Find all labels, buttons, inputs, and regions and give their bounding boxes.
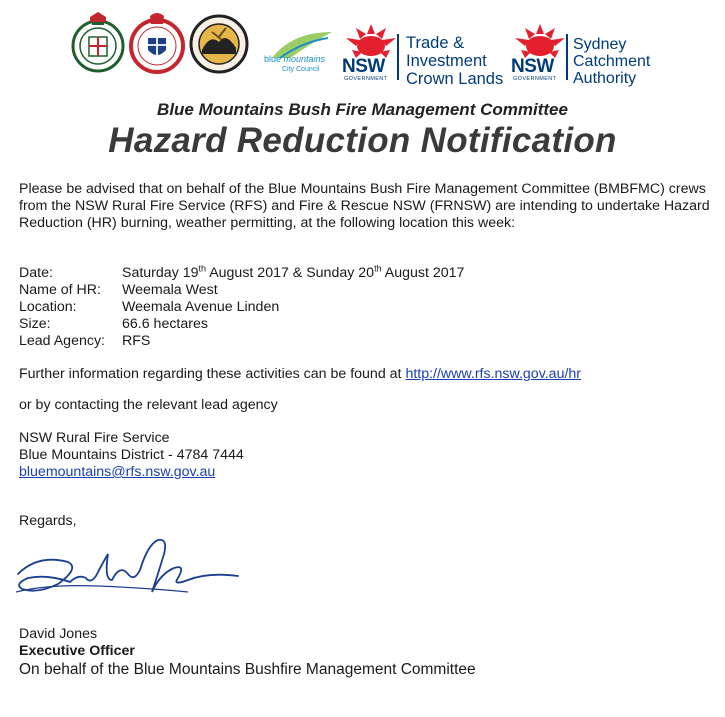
police-crest-logo [70,12,126,74]
location-label: Location: [19,299,77,315]
contact-block [19,430,244,481]
name-value: Weemala West [122,282,218,298]
government-word: GOVERNMENT [513,76,557,82]
crown-lands-line: Crown Lands [406,70,504,88]
contact-org: NSW Rural Fire Service [19,430,170,446]
nsw-word: NSW [511,56,554,77]
further-info [19,366,581,382]
catchment-line: Catchment [573,53,651,70]
signoff-block [19,626,476,680]
fire-rescue-crest-logo [128,12,186,76]
size-label: Size: [19,316,51,332]
size-row [19,316,464,333]
nsw-trade-investment-logo [340,22,510,88]
government-word: GOVERNMENT [344,76,388,82]
bm-city-council-text: City Council [282,66,320,73]
date-label: Date: [19,265,53,281]
nsw-sca-logo [509,22,679,87]
contact-email-link[interactable]: bluemountains@rfs.nsw.gov.au [19,464,216,480]
intro-paragraph: Please be advised that on behalf of the Blue Mountains Bush Fire Management Committee (BMBFMC) crews from the NSW Rural Fire Service (RFS) and Fire & Rescue NSW (FRNSW) are intending to undertake Hazard Reduction (HR) burning, weather permitting, at the following location this week: [19,181,710,231]
date-value: Saturday 19th August 2017 & Sunday 20th August 2017 [122,263,465,281]
size-value: 66.6 hectares [122,316,208,332]
sydney-line: Sydney [573,36,627,53]
bm-word-blue: blue [264,54,282,64]
nsw-word: NSW [342,56,385,77]
agency-row [19,333,464,350]
bm-word-mountains: mountains [283,54,326,64]
authority-line: Authority [573,70,637,87]
name-label: Name of HR: [19,282,101,298]
logo-divider [566,34,568,80]
regards-text: Regards, [19,513,77,529]
signatory-behalf: On behalf of the Blue Mountains Bushfire Management Committee [19,661,476,678]
bm-city-council-logo [262,28,342,78]
hr-details [19,265,464,350]
further-info-text: Further information regarding these activities can be found at [19,366,406,382]
contacting-text: or by contacting the relevant lead agency [19,397,278,413]
contact-district: Blue Mountains District - 4784 7444 [19,447,244,463]
page-title: Hazard Reduction Notification [108,121,617,160]
logo-divider [397,34,399,80]
trade-line: Trade & [406,34,465,52]
agency-value: RFS [122,333,151,349]
location-row [19,299,464,316]
logo-strip [0,0,725,92]
location-value: Weemala Avenue Linden [122,299,280,315]
name-row [19,282,464,299]
signatory-name: David Jones [19,626,98,642]
handwritten-signature [8,534,248,604]
agency-label: Lead Agency: [19,333,105,349]
rfs-hr-link[interactable]: http://www.rfs.nsw.gov.au/hr [405,366,582,382]
investment-line: Investment [406,52,487,70]
committee-heading: Blue Mountains Bush Fire Management Committee [157,100,568,119]
date-row [19,265,464,282]
npws-logo [188,14,250,74]
signatory-role: Executive Officer [19,643,135,659]
